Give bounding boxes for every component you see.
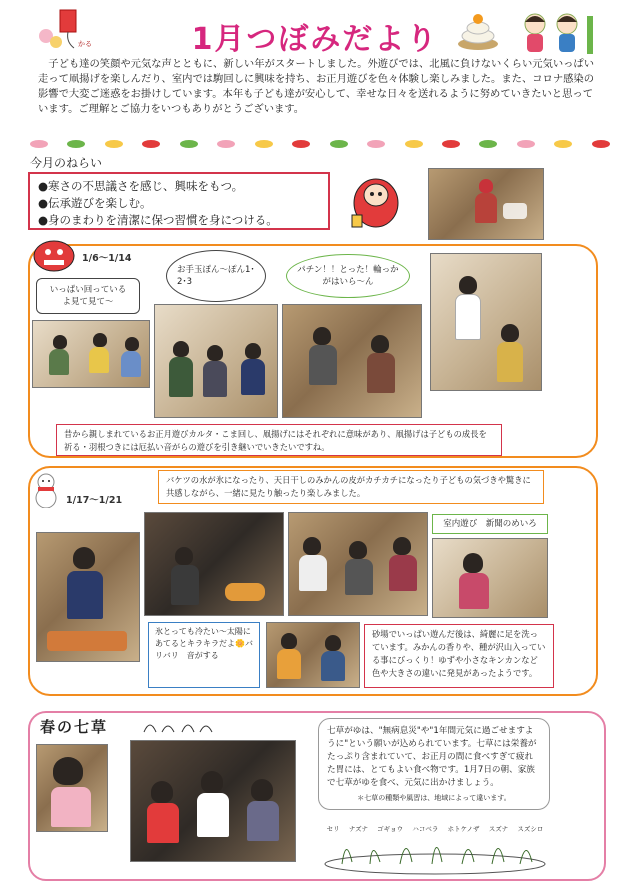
nanakusa-herbs-illustration	[322, 824, 548, 876]
herb-label: セリ	[326, 825, 340, 833]
snowman-illustration	[32, 472, 60, 508]
aim-item: ●寒さの不思議さを感じ、興味をもつ。	[38, 179, 244, 193]
photo-drying-peel	[144, 512, 284, 616]
herb-label: ハコベラ	[412, 825, 439, 833]
week1-date: 1/6～1/14	[82, 253, 132, 264]
photo-kite-running	[428, 168, 544, 240]
aim-item: ●身のまわりを清潔に保つ習慣を身につける。	[38, 213, 278, 227]
photo-ice-bucket	[36, 532, 140, 662]
week1-note: 昔から親しまれているお正月遊びカルタ・こま回し、凧揚げにはそれぞれに意味があり、凧揚げは子どもの成長を祈る・羽根つきには厄払い音がらの遊びを引き継いでいきたいですね。	[56, 424, 502, 456]
herb-label: スズナ	[488, 825, 509, 833]
nanakusa-title: 春の七草	[40, 718, 109, 736]
photo-karuta	[282, 304, 422, 418]
speech-bubble-karuta: パチン！！とった！輪っかがはいら～ん	[286, 254, 410, 298]
herb-label: ナズナ	[348, 825, 368, 833]
photo-nanakusa-girl	[36, 744, 108, 832]
photo-mikan-tub	[288, 512, 428, 616]
aim-item: ●伝承遊びを楽しむ。	[38, 196, 152, 210]
photo-karuta-girl	[430, 253, 542, 391]
aims-heading: 今月のねらい	[30, 156, 103, 170]
svg-text:かる: かる	[78, 40, 92, 48]
nanakusa-note: ＊七草の種類や風習は、地域によって違います。	[357, 794, 511, 802]
photo-nanakusa-group	[130, 740, 296, 862]
intro-paragraph: 子ども達の笑顔や元気な声とともに、新しい年がスタートしました。外遊びでは、北風に負けないくらい元気いっぱい走って凧揚げを楽しんだり、室内では駒回しに興味を持ち、お正月遊びを色々体験し楽しみました。また、コロナ感染の影響で大変ご迷惑をお掛けしています。本年も子ども達が安心して、幸せな日々を送れるように努めていきたいと思っています。ご理解とご協力をいつもありがとうございます。	[38, 58, 595, 115]
sand-note: 砂場でいっぱい遊んだ後は、綺麗に足を洗っています。みかんの香りや、種が沢山入っている事にびっくり！ゆずや小さなキンカンなど色や大きさの違いに発見があったようです。	[364, 624, 554, 688]
photo-newspaper-maze	[432, 538, 548, 618]
herb-label: スズシロ	[517, 825, 544, 833]
shishimai-illustration	[32, 238, 78, 274]
indoor-play-label: 室内遊び 新聞のめいろ	[432, 514, 548, 534]
ice-note: 氷とっても冷たい～太陽にあてるとキラキラだよ🌼バリバリ 音がする	[148, 622, 260, 688]
herb-label: ホトケノザ	[447, 825, 480, 833]
nanakusa-text-box	[318, 718, 550, 810]
week2-top-note: バケツの水が氷になったり、天日干しのみかんの皮がカチカチになったり子どもの気づきや驚きに共感しながら、一緒に見たり触ったり楽しみました。	[158, 470, 544, 504]
week2-date: 1/17～1/21	[66, 495, 123, 506]
nanakusa-text: 七草がゆは、"無病息災"や"1年間元気に過ごせますように"という願いが込められています。七草には栄養がたっぷり含まれていて、お正月の間に食べすぎて疲れた胃には、とてもよい食べ物です。1月7日の朝、家族で七草がゆを食べ、元気に出かけましょう。	[327, 726, 537, 788]
photo-mikan-smell	[266, 622, 360, 688]
herb-label: ゴギョウ	[377, 825, 404, 833]
page-title: 1月つぼみだより	[191, 22, 439, 57]
speech-bubble-spinning: いっぱい回っているよ見て見て～	[36, 278, 140, 314]
photo-koma-spinning	[32, 320, 150, 388]
daruma-illustration	[346, 167, 406, 231]
speech-bubble-otedama: お手玉ぽん～ぽん1･2･3	[166, 250, 266, 302]
aims-box	[28, 172, 330, 230]
decoration-row	[30, 140, 610, 150]
photo-otedama	[154, 304, 278, 418]
herb-sprig-icon	[140, 716, 220, 734]
